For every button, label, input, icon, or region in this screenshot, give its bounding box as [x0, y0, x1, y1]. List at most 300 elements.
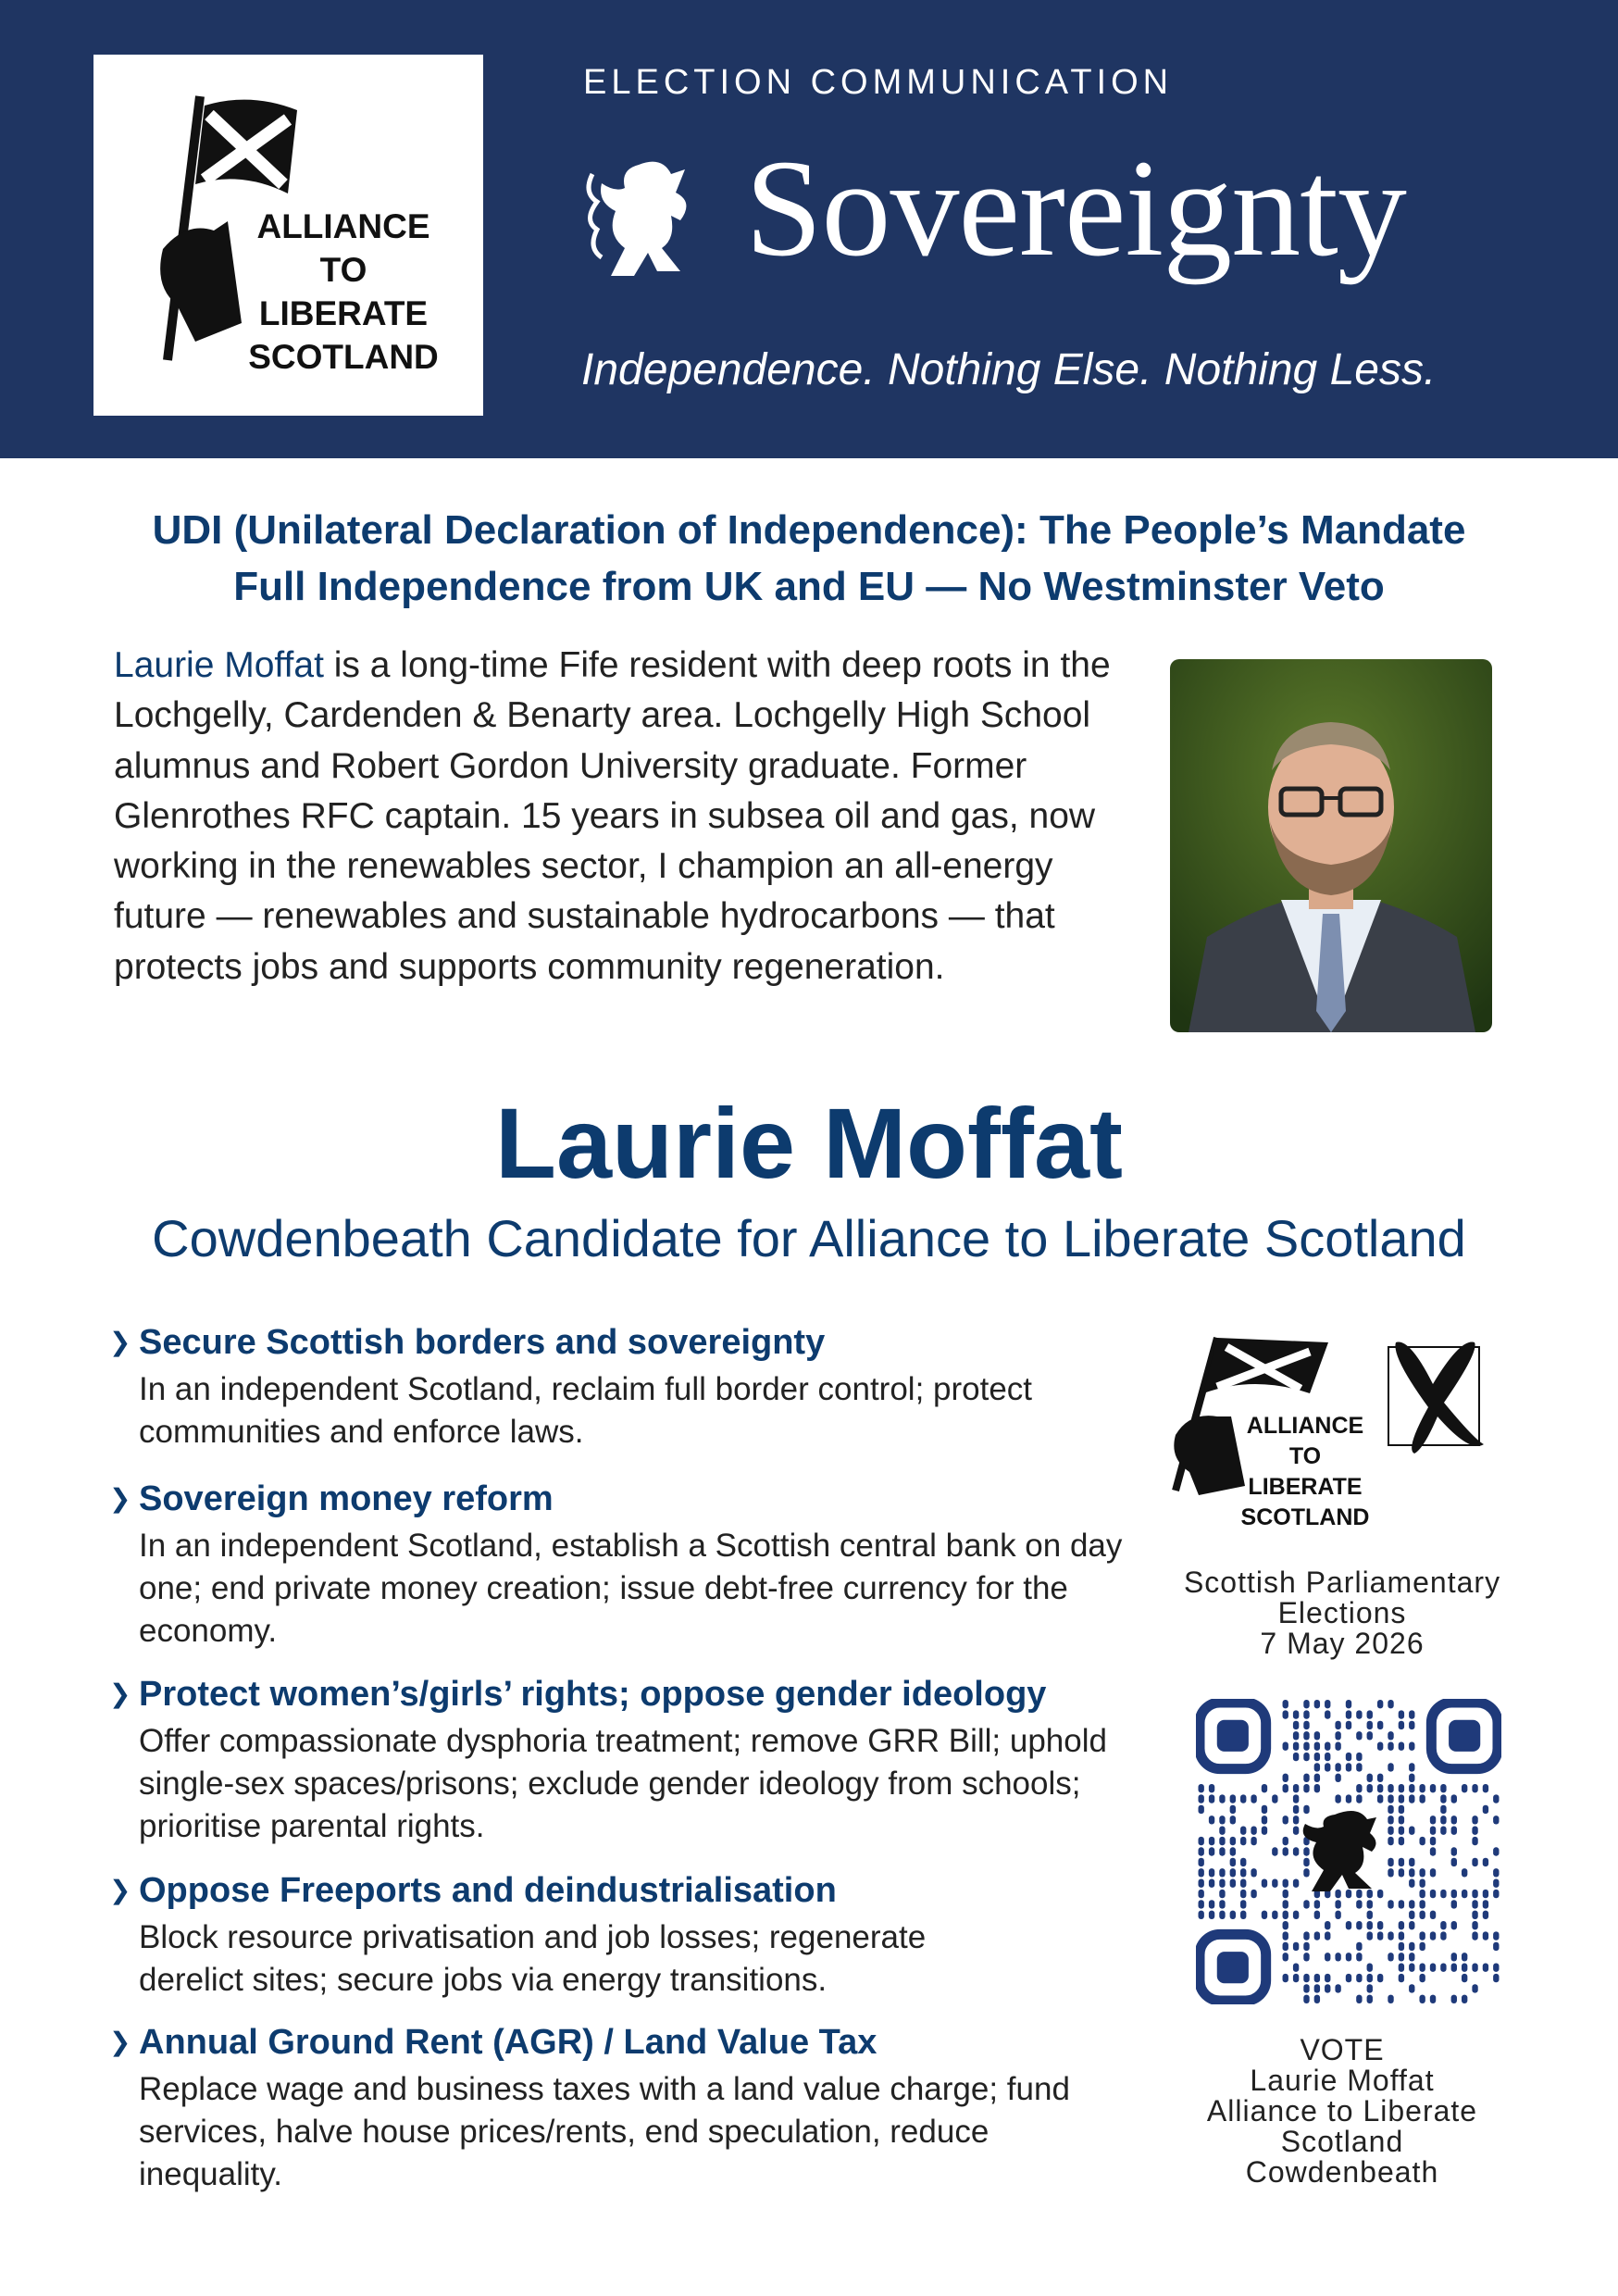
qr-module — [1388, 1794, 1393, 1803]
qr-module — [1377, 1774, 1383, 1782]
qr-module — [1440, 1827, 1446, 1835]
qr-module — [1472, 1911, 1477, 1919]
qr-module — [1483, 1805, 1488, 1814]
election-communication-label: ELECTION COMMUNICATION — [583, 63, 1174, 102]
qr-module — [1303, 1753, 1309, 1761]
qr-module — [1462, 1974, 1467, 1982]
qr-module — [1409, 1721, 1414, 1729]
logo-line: LIBERATE — [258, 294, 429, 332]
qr-module — [1325, 1953, 1330, 1961]
bio-text: is a long-time Fife resident with deep roots in the Lochgelly, Cardenden & Benarty area. Lochgelly High School alumnus and Robert Gordon University graduate. Former Glenrothes RFC captain. 15 years in subsea oil and gas, now working in the renewables sector, I champion an all-energy future — renewables and sustainable hydrocarbons — that protects jobs and supports community regeneration. — [114, 645, 1111, 987]
policy-body: Block resource privatisation and job losses; regenerate derelict sites; secure jobs via energy transitions. — [139, 1919, 927, 1998]
qr-module — [1262, 1784, 1267, 1792]
qr-module — [1367, 1984, 1373, 1992]
qr-module — [1272, 1794, 1277, 1803]
qr-module — [1335, 1911, 1340, 1919]
tagline: Independence. Nothing Else. Nothing Less. — [581, 345, 1437, 394]
qr-module — [1230, 1847, 1236, 1855]
policy-item — [109, 2018, 1137, 2196]
qr-module — [1262, 1816, 1267, 1824]
qr-module — [1303, 1721, 1309, 1729]
qr-module — [1303, 1942, 1309, 1951]
qr-module — [1262, 1911, 1267, 1919]
policy-title: Protect women’s/girls’ rights; oppose gender ideology — [139, 1675, 1047, 1714]
qr-module — [1293, 1911, 1299, 1919]
qr-module — [1209, 1900, 1214, 1908]
qr-module — [1399, 1868, 1404, 1877]
qr-module — [1409, 1878, 1414, 1887]
qr-module — [1283, 1953, 1288, 1961]
qr-module — [1240, 1900, 1246, 1908]
qr-module — [1209, 1911, 1214, 1919]
qr-module — [1283, 1911, 1288, 1919]
qr-module — [1219, 1827, 1225, 1835]
qr-module — [1419, 1878, 1425, 1887]
qr-module — [1419, 1890, 1425, 1898]
qr-module — [1462, 1963, 1467, 1971]
qr-module — [1409, 1858, 1414, 1866]
qr-module — [1335, 1731, 1340, 1740]
chevron-right-icon: ❯ — [109, 1679, 131, 1708]
qr-module — [1430, 1911, 1436, 1919]
qr-module — [1367, 1995, 1373, 2003]
qr-module — [1314, 1774, 1320, 1782]
qr-module — [1356, 1900, 1362, 1908]
qr-module — [1493, 1963, 1499, 1971]
qr-module — [1240, 1794, 1246, 1803]
policy-title: Sovereign money reform — [139, 1479, 554, 1518]
qr-module — [1388, 1931, 1393, 1940]
qr-module — [1293, 1963, 1299, 1971]
policy-item — [109, 1866, 1137, 2002]
qr-module — [1367, 1710, 1373, 1718]
qr-module — [1346, 1700, 1351, 1708]
qr-module — [1472, 1837, 1477, 1845]
qr-module — [1430, 1847, 1436, 1855]
policy-title: Annual Ground Rent (AGR) / Land Value Tax — [139, 2023, 877, 2062]
qr-module — [1283, 1816, 1288, 1824]
qr-module — [1314, 1931, 1320, 1940]
qr-module — [1283, 1700, 1288, 1708]
qr-module — [1440, 1963, 1446, 1971]
qr-module — [1451, 1847, 1457, 1855]
qr-module — [1367, 1921, 1373, 1929]
qr-module — [1399, 1784, 1404, 1792]
qr-module — [1430, 1963, 1436, 1971]
qr-module — [1219, 1900, 1225, 1908]
qr-module — [1199, 1837, 1204, 1845]
vote-info — [1148, 2035, 1537, 2188]
qr-module — [1483, 1900, 1488, 1908]
qr-module — [1388, 1837, 1393, 1845]
qr-module — [1451, 1858, 1457, 1866]
logo-line: ALLIANCE — [1246, 1413, 1364, 1439]
qr-module — [1303, 1984, 1309, 1992]
qr-module — [1399, 1931, 1404, 1940]
qr-module — [1493, 1890, 1499, 1898]
qr-module — [1399, 1953, 1404, 1961]
qr-module — [1209, 1816, 1214, 1824]
qr-module — [1325, 1753, 1330, 1761]
candidate-photo — [1170, 659, 1492, 1032]
qr-module — [1388, 1805, 1393, 1814]
qr-module — [1356, 1794, 1362, 1803]
qr-module — [1230, 1911, 1236, 1919]
qr-module — [1293, 1742, 1299, 1751]
qr-module — [1314, 1995, 1320, 2003]
election-line: Scottish Parliamentary — [1183, 1566, 1501, 1599]
qr-module — [1356, 1953, 1362, 1961]
qr-module — [1377, 1931, 1383, 1940]
qr-module — [1367, 1931, 1373, 1940]
qr-module — [1462, 1890, 1467, 1898]
qr-module — [1483, 1963, 1488, 1971]
qr-module — [1440, 1784, 1446, 1792]
qr-module — [1367, 1721, 1373, 1729]
qr-module — [1240, 1890, 1246, 1898]
qr-module — [1251, 1890, 1256, 1898]
qr-module — [1419, 1911, 1425, 1919]
qr-module — [1399, 1827, 1404, 1835]
qr-module — [1430, 1995, 1436, 2003]
qr-module — [1209, 1794, 1214, 1803]
qr-module — [1388, 1900, 1393, 1908]
qr-module — [1314, 1763, 1320, 1771]
qr-module — [1293, 1974, 1299, 1982]
qr-module — [1430, 1890, 1436, 1898]
qr-module — [1314, 1984, 1320, 1992]
policy-item — [109, 1475, 1137, 1653]
logo-line: LIBERATE — [1248, 1474, 1363, 1500]
qr-module — [1314, 1900, 1320, 1908]
qr-module — [1377, 1974, 1383, 1982]
qr-module — [1283, 1774, 1288, 1782]
qr-module — [1451, 1827, 1457, 1835]
qr-module — [1209, 1784, 1214, 1792]
qr-module — [1440, 1816, 1446, 1824]
qr-module — [1409, 1763, 1414, 1771]
qr-module — [1325, 1921, 1330, 1929]
qr-module — [1293, 1827, 1299, 1835]
qr-module — [1346, 1953, 1351, 1961]
qr-module — [1303, 1974, 1309, 1982]
qr-module — [1472, 1827, 1477, 1835]
qr-module — [1346, 1794, 1351, 1803]
qr-module — [1409, 1794, 1414, 1803]
qr-module — [1303, 1731, 1309, 1740]
qr-module — [1462, 1995, 1467, 2003]
qr-module — [1240, 1858, 1246, 1866]
policy-body: In an independent Scotland, reclaim full border control; protect communities and enforce laws. — [139, 1371, 1033, 1450]
qr-module — [1209, 1868, 1214, 1877]
qr-module — [1230, 1837, 1236, 1845]
qr-module — [1199, 1784, 1204, 1792]
qr-module — [1219, 1868, 1225, 1877]
qr-finder-center — [1217, 1720, 1249, 1752]
chevron-right-icon: ❯ — [109, 2028, 131, 2056]
election-date: 7 May 2026 — [1260, 1627, 1425, 1660]
chevron-right-icon: ❯ — [109, 1876, 131, 1904]
qr-module — [1335, 1721, 1340, 1729]
qr-module — [1314, 1784, 1320, 1792]
qr-module — [1199, 1858, 1204, 1866]
logo-line: SCOTLAND — [248, 338, 439, 376]
qr-module — [1356, 1942, 1362, 1951]
lion-icon — [1303, 1811, 1376, 1891]
qr-module — [1335, 1953, 1340, 1961]
qr-module — [1419, 1794, 1425, 1803]
vote-line: Scotland — [1280, 2125, 1404, 2158]
qr-module — [1462, 1953, 1467, 1961]
qr-module — [1314, 1911, 1320, 1919]
qr-module — [1451, 1794, 1457, 1803]
qr-module — [1293, 1721, 1299, 1729]
qr-module — [1303, 1858, 1309, 1866]
qr-module — [1409, 1921, 1414, 1929]
qr-module — [1462, 1784, 1467, 1792]
qr-module — [1356, 1890, 1362, 1898]
qr-module — [1419, 1837, 1425, 1845]
qr-module — [1314, 1753, 1320, 1761]
qr-module — [1283, 1974, 1288, 1982]
ballot-cross-icon — [1387, 1338, 1488, 1458]
qr-module — [1356, 1921, 1362, 1929]
qr-module — [1472, 1890, 1477, 1898]
qr-module — [1346, 1721, 1351, 1729]
policy-title: Secure Scottish borders and sovereignty — [139, 1323, 826, 1362]
qr-module — [1356, 1753, 1362, 1761]
lion-rampant-icon — [583, 156, 713, 285]
logo-line: TO — [1288, 1443, 1322, 1469]
qr-module — [1230, 1816, 1236, 1824]
qr-module — [1272, 1878, 1277, 1887]
qr-module — [1493, 1942, 1499, 1951]
qr-module — [1472, 1858, 1477, 1866]
headline-line-1: UDI (Unilateral Declaration of Independence): The People’s Mandate — [152, 507, 1466, 553]
qr-module — [1472, 1931, 1477, 1940]
qr-module — [1325, 1700, 1330, 1708]
qr-module — [1240, 1878, 1246, 1887]
qr-module — [1399, 1974, 1404, 1982]
qr-module — [1199, 1794, 1204, 1803]
qr-module — [1303, 1774, 1309, 1782]
qr-finder-center — [1449, 1720, 1480, 1752]
qr-module — [1251, 1827, 1256, 1835]
qr-module — [1399, 1816, 1404, 1824]
qr-module — [1409, 1953, 1414, 1961]
qr-module — [1219, 1837, 1225, 1845]
qr-module — [1209, 1837, 1214, 1845]
qr-module — [1303, 1931, 1309, 1940]
qr-module — [1483, 1931, 1488, 1940]
qr-module — [1399, 1742, 1404, 1751]
qr-module — [1409, 1984, 1414, 1992]
qr-module — [1335, 1794, 1340, 1803]
qr-module — [1325, 1710, 1330, 1718]
qr-module — [1272, 1847, 1277, 1855]
chevron-right-icon: ❯ — [109, 1484, 131, 1513]
qr-module — [1377, 1921, 1383, 1929]
qr-module — [1199, 1868, 1204, 1877]
chevron-right-icon: ❯ — [109, 1328, 131, 1356]
qr-module — [1409, 1742, 1414, 1751]
qr-module — [1377, 1721, 1383, 1729]
qr-module — [1399, 1805, 1404, 1814]
qr-module — [1409, 1868, 1414, 1877]
qr-module — [1303, 1847, 1309, 1855]
candidate-name: Laurie Moffat — [494, 1087, 1123, 1199]
qr-module — [1219, 1794, 1225, 1803]
qr-module — [1430, 1827, 1436, 1835]
qr-module — [1377, 1784, 1383, 1792]
qr-module — [1419, 1900, 1425, 1908]
qr-module — [1483, 1890, 1488, 1898]
qr-module — [1430, 1868, 1436, 1877]
qr-module — [1388, 1742, 1393, 1751]
policy-item — [109, 1670, 1137, 1848]
qr-module — [1483, 1911, 1488, 1919]
qr-module — [1440, 1890, 1446, 1898]
logo-line: SCOTLAND — [1240, 1504, 1370, 1530]
qr-module — [1440, 1931, 1446, 1940]
vote-line: Laurie Moffat — [1250, 2064, 1435, 2097]
qr-module — [1419, 1931, 1425, 1940]
qr-module — [1440, 1921, 1446, 1929]
qr-module — [1493, 1868, 1499, 1877]
qr-module — [1335, 1890, 1340, 1898]
qr-module — [1314, 1700, 1320, 1708]
qr-module — [1388, 1731, 1393, 1740]
qr-module — [1451, 1953, 1457, 1961]
qr-module — [1388, 1858, 1393, 1866]
qr-module — [1325, 1742, 1330, 1751]
qr-module — [1419, 1784, 1425, 1792]
qr-module — [1199, 1911, 1204, 1919]
qr-module — [1493, 1931, 1499, 1940]
qr-module — [1472, 1784, 1477, 1792]
qr-module — [1219, 1911, 1225, 1919]
brand-title: Sovereignty — [745, 131, 1406, 285]
qr-module — [1409, 1710, 1414, 1718]
election-line: Elections — [1277, 1596, 1407, 1629]
qr-module — [1303, 1784, 1309, 1792]
qr-module — [1399, 1837, 1404, 1845]
qr-module — [1419, 1868, 1425, 1877]
qr-module — [1440, 1805, 1446, 1814]
qr-module — [1293, 1816, 1299, 1824]
qr-module — [1283, 1890, 1288, 1898]
qr-module — [1272, 1911, 1277, 1919]
qr-module — [1419, 1974, 1425, 1982]
qr-module — [1283, 1900, 1288, 1908]
qr-module — [1388, 1827, 1393, 1835]
qr-module — [1335, 1774, 1340, 1782]
qr-module — [1346, 1753, 1351, 1761]
qr-module — [1219, 1816, 1225, 1824]
vote-line: VOTE — [1300, 2033, 1385, 2066]
qr-code[interactable] — [1196, 1699, 1501, 2004]
logo-line: ALLIANCE — [256, 207, 430, 245]
bio-name: Laurie Moffat — [114, 645, 324, 685]
qr-module — [1262, 1827, 1267, 1835]
qr-module — [1430, 1816, 1436, 1824]
policy-body: Offer compassionate dysphoria treatment; remove GRR Bill; uphold single-sex spaces/prisons; exclude gender ideology from schools; prioritise parental rights. — [139, 1723, 1107, 1844]
qr-module — [1240, 1868, 1246, 1877]
qr-module — [1219, 1847, 1225, 1855]
qr-module — [1199, 1878, 1204, 1887]
qr-module — [1314, 1974, 1320, 1982]
qr-module — [1356, 1710, 1362, 1718]
qr-module — [1483, 1858, 1488, 1866]
qr-module — [1451, 1995, 1457, 2003]
qr-module — [1240, 1827, 1246, 1835]
vote-line: Alliance to Liberate — [1206, 2094, 1478, 2128]
qr-module — [1335, 1763, 1340, 1771]
qr-module — [1325, 1763, 1330, 1771]
qr-module — [1303, 1953, 1309, 1961]
qr-module — [1388, 1995, 1393, 2003]
policy-title: Oppose Freeports and deindustrialisation — [139, 1871, 837, 1910]
qr-module — [1346, 1890, 1351, 1898]
qr-module — [1472, 1816, 1477, 1824]
qr-module — [1283, 1942, 1288, 1951]
qr-module — [1199, 1805, 1204, 1814]
qr-module — [1199, 1890, 1204, 1898]
qr-module — [1409, 1774, 1414, 1782]
qr-module — [1493, 1794, 1499, 1803]
qr-module — [1409, 1942, 1414, 1951]
qr-module — [1399, 1858, 1404, 1866]
qr-module — [1493, 1847, 1499, 1855]
qr-module — [1377, 1890, 1383, 1898]
qr-module — [1325, 1974, 1330, 1982]
qr-module — [1303, 1710, 1309, 1718]
vote-line: Cowdenbeath — [1245, 2155, 1439, 2189]
qr-module — [1335, 1900, 1340, 1908]
qr-module — [1451, 1921, 1457, 1929]
qr-module — [1430, 1837, 1436, 1845]
qr-module — [1346, 1974, 1351, 1982]
qr-module — [1472, 1921, 1477, 1929]
qr-module — [1314, 1731, 1320, 1740]
headline-line-2: Full Independence from UK and EU — No Westminster Veto — [233, 564, 1385, 609]
qr-module — [1440, 1794, 1446, 1803]
qr-module — [1367, 1784, 1373, 1792]
qr-module — [1493, 1974, 1499, 1982]
election-info — [1148, 1567, 1537, 1659]
qr-module — [1293, 1710, 1299, 1718]
qr-module — [1346, 1763, 1351, 1771]
qr-module — [1399, 1900, 1404, 1908]
qr-module — [1293, 1847, 1299, 1855]
qr-module — [1367, 1890, 1373, 1898]
qr-module — [1451, 1890, 1457, 1898]
qr-module — [1303, 1700, 1309, 1708]
qr-module — [1356, 1731, 1362, 1740]
qr-finder-center — [1217, 1952, 1249, 1983]
qr-module — [1199, 1900, 1204, 1908]
qr-module — [1409, 1900, 1414, 1908]
qr-module — [1251, 1837, 1256, 1845]
party-logo — [93, 55, 483, 416]
qr-module — [1230, 1878, 1236, 1887]
qr-module — [1451, 1816, 1457, 1824]
qr-module — [1472, 1900, 1477, 1908]
qr-module — [1367, 1974, 1373, 1982]
qr-module — [1472, 1984, 1477, 1992]
qr-module — [1293, 1805, 1299, 1814]
qr-module — [1356, 1995, 1362, 2003]
